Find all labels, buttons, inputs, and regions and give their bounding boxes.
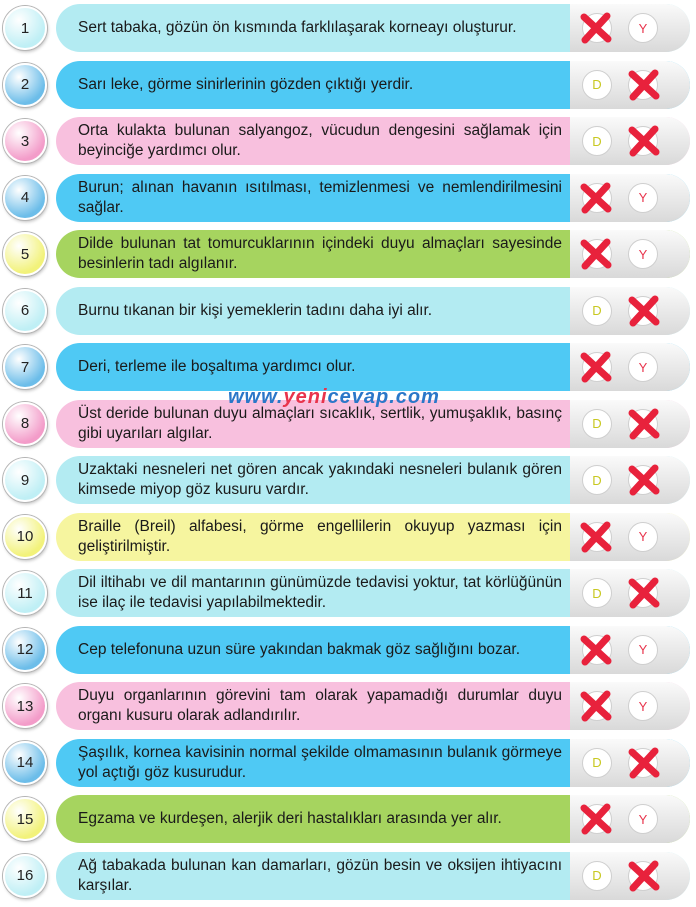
cross-mark-icon — [624, 121, 664, 161]
cross-mark-icon — [576, 234, 616, 274]
statement-row — [0, 230, 696, 278]
answer-box — [570, 795, 690, 843]
answer-box — [570, 852, 690, 900]
statement-text: Şaşılık, kornea kavisinin normal şekilde olmamasının bulanık görmeye yol açtığı göz kusurudur. — [78, 743, 562, 781]
statement-number: 3 — [3, 119, 47, 163]
false-button[interactable]: Y — [628, 861, 658, 891]
false-button[interactable]: Y — [628, 239, 658, 269]
cross-mark-icon — [576, 178, 616, 218]
true-button[interactable]: D — [582, 70, 612, 100]
statement-number: 2 — [3, 63, 47, 107]
watermark: www.yenicevap.com — [228, 386, 440, 408]
false-button[interactable]: Y — [628, 578, 658, 608]
statement-number: 6 — [3, 289, 47, 333]
answer-box — [570, 4, 690, 52]
statement-number: 5 — [3, 232, 47, 276]
statement-row — [0, 4, 696, 52]
statement-row — [0, 287, 696, 335]
statement-bar — [56, 513, 690, 561]
cross-mark-icon — [624, 573, 664, 613]
statement-number: 13 — [3, 684, 47, 728]
cross-mark-icon — [624, 291, 664, 331]
statement-text: Sert tabaka, gözün ön kısmında farklılaşarak korneayı oluşturur. — [78, 19, 517, 36]
false-button[interactable]: Y — [628, 352, 658, 382]
statement-row — [0, 682, 696, 730]
true-button[interactable]: D — [582, 126, 612, 156]
statement-text: Uzaktaki nesneleri net gören ancak yakındaki nesneleri bulanık gören kimsede miyop göz kusuru vardır. — [78, 461, 562, 498]
statement-number: 12 — [3, 628, 47, 672]
answer-box — [570, 400, 690, 448]
statement-number: 10 — [3, 515, 47, 559]
true-button[interactable]: D — [582, 352, 612, 382]
false-button[interactable]: Y — [628, 296, 658, 326]
statement-row — [0, 739, 696, 787]
answer-box — [570, 117, 690, 165]
true-button[interactable]: D — [582, 296, 612, 326]
cross-mark-icon — [624, 460, 664, 500]
statement-bar — [56, 343, 690, 391]
statement-text: Burnu tıkanan bir kişi yemeklerin tadını daha iyi alır. — [78, 301, 433, 319]
true-button[interactable]: D — [582, 635, 612, 665]
statement-row — [0, 117, 696, 165]
statement-bar — [56, 117, 690, 165]
statement-row — [0, 174, 696, 222]
false-button[interactable]: Y — [628, 409, 658, 439]
cross-mark-icon — [624, 743, 664, 783]
answer-box — [570, 343, 690, 391]
statement-bar — [56, 795, 690, 843]
statement-row — [0, 61, 696, 109]
statement-row — [0, 852, 696, 900]
true-button[interactable]: D — [582, 861, 612, 891]
true-button[interactable]: D — [582, 409, 612, 439]
statement-bar — [56, 852, 690, 900]
statement-number: 7 — [3, 345, 47, 389]
statement-number: 4 — [3, 176, 47, 220]
statement-text: Braille (Breil) alfabesi, görme engellilerin okuyup yazması için geliştirilmiştir. — [78, 517, 562, 555]
true-button[interactable]: D — [582, 578, 612, 608]
statement-number: 9 — [3, 458, 47, 502]
false-button[interactable]: Y — [628, 691, 658, 721]
statement-number: 11 — [3, 571, 47, 615]
statement-bar — [56, 682, 690, 730]
statement-text: Burun; alınan havanın ısıtılması, temizlenmesi ve nemlendirilmesini sağlar. — [78, 178, 562, 216]
false-button[interactable]: Y — [628, 748, 658, 778]
statement-row — [0, 513, 696, 561]
answer-box — [570, 739, 690, 787]
statement-number: 14 — [3, 741, 47, 785]
false-button[interactable]: Y — [628, 183, 658, 213]
statement-text: Dil iltihabı ve dil mantarının günümüzde tedavisi yoktur, tat körlüğünün ise ilaç ile tedavisi yapılabilmektedir. — [78, 574, 562, 611]
statement-bar — [56, 626, 690, 674]
false-button[interactable]: Y — [628, 804, 658, 834]
cross-mark-icon — [576, 347, 616, 387]
false-button[interactable]: Y — [628, 522, 658, 552]
answer-box — [570, 61, 690, 109]
false-button[interactable]: Y — [628, 13, 658, 43]
cross-mark-icon — [624, 65, 664, 105]
statement-bar — [56, 61, 690, 109]
statement-bar — [56, 4, 690, 52]
statement-number: 1 — [3, 6, 47, 50]
cross-mark-icon — [576, 8, 616, 48]
statement-number: 15 — [3, 797, 47, 841]
answer-box — [570, 626, 690, 674]
statement-text: Dilde bulunan tat tomurcuklarının içindeki duyu almaçları sayesinde besinlerin tadı algılanır. — [78, 235, 562, 272]
cross-mark-icon — [624, 856, 664, 896]
statement-text: Sarı leke, görme sinirlerinin gözden çıktığı yerdir. — [78, 75, 414, 93]
answer-box — [570, 456, 690, 504]
false-button[interactable]: Y — [628, 635, 658, 665]
statement-bar — [56, 230, 690, 278]
cross-mark-icon — [576, 686, 616, 726]
false-button[interactable]: Y — [628, 465, 658, 495]
false-button[interactable]: Y — [628, 70, 658, 100]
statement-row — [0, 456, 696, 504]
statement-text: Ağ tabakada bulunan kan damarları, gözün besin ve oksijen ihtiyacını karşılar. — [78, 856, 562, 894]
true-button[interactable]: D — [582, 13, 612, 43]
true-button[interactable]: D — [582, 522, 612, 552]
statement-text: Deri, terleme ile boşaltıma yardımcı olur. — [78, 358, 356, 375]
true-button[interactable]: D — [582, 239, 612, 269]
true-button[interactable]: D — [582, 183, 612, 213]
answer-box — [570, 287, 690, 335]
statement-row — [0, 343, 696, 391]
cross-mark-icon — [576, 799, 616, 839]
cross-mark-icon — [624, 404, 664, 444]
true-button[interactable]: D — [582, 691, 612, 721]
statement-row — [0, 626, 696, 674]
cross-mark-icon — [576, 517, 616, 557]
statement-bar — [56, 174, 690, 222]
statement-bar — [56, 456, 690, 504]
answer-box — [570, 682, 690, 730]
true-button[interactable]: D — [582, 748, 612, 778]
true-button[interactable]: D — [582, 804, 612, 834]
statement-text: Egzama ve kurdeşen, alerjik deri hastalıkları arasında yer alır. — [78, 810, 502, 827]
statement-row — [0, 795, 696, 843]
true-button[interactable]: D — [582, 465, 612, 495]
statement-bar — [56, 739, 690, 787]
answer-box — [570, 174, 690, 222]
answer-box — [570, 569, 690, 617]
answer-box — [570, 513, 690, 561]
statement-bar — [56, 569, 690, 617]
statement-text: Duyu organlarının görevini tam olarak yapamadığı durumlar duyu organı kusuru olarak adlandırılır. — [78, 687, 562, 724]
statement-text: Üst deride bulunan duyu almaçları sıcaklık, sertlik, yumuşaklık, basınç gibi uyarıları algılar. — [78, 404, 562, 442]
statement-number: 16 — [3, 854, 47, 898]
statement-text: Orta kulakta bulunan salyangoz, vücudun dengesini sağlamak için beyinciğe yardımcı olur. — [78, 122, 562, 159]
statement-number: 8 — [3, 402, 47, 446]
statement-bar — [56, 287, 690, 335]
false-button[interactable]: Y — [628, 126, 658, 156]
cross-mark-icon — [576, 630, 616, 670]
statement-row — [0, 569, 696, 617]
answer-box — [570, 230, 690, 278]
statement-text: Cep telefonuna uzun süre yakından bakmak göz sağlığını bozar. — [78, 640, 521, 658]
